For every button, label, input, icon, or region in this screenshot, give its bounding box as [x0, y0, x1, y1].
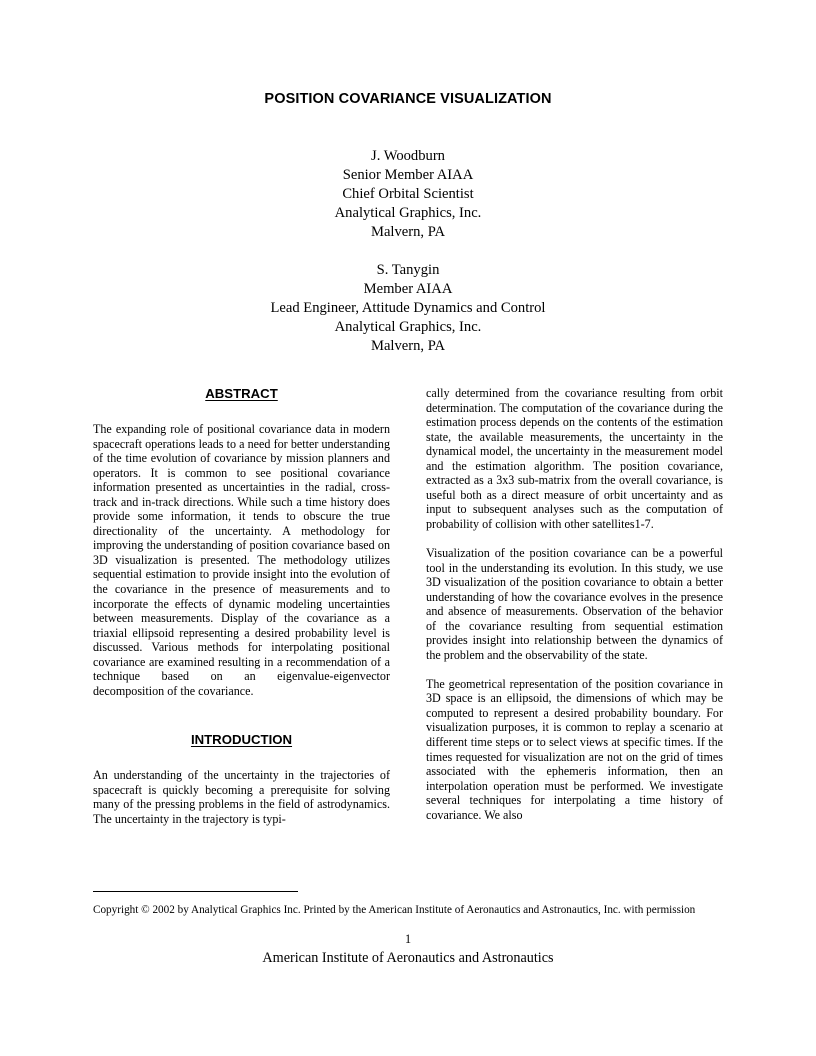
spacer: [93, 698, 390, 732]
author-role: Lead Engineer, Attitude Dynamics and Control: [270, 300, 546, 317]
introduction-paragraph-3: The geometrical representation of the position covariance in 3D space is an ellipsoid, the dimensions of which may be computed to represent a desired probability boundary. For visualization purposes, it is common to replay a scenario at different time steps or to select views at specific times. If the times requested for visualization are not on the grid of times associated with the ephemeris information, then an interpolation operation must be performed. We investigate several techniques for interpolating a time history of covariance. We also: [426, 676, 723, 822]
column-left: [93, 386, 390, 827]
author-name: J. Woodburn: [371, 148, 445, 164]
author-membership: Member AIAA: [363, 281, 453, 298]
author-block-tanygin: [0, 261, 816, 356]
spacer: [93, 747, 390, 768]
author-block-woodburn: [0, 147, 816, 242]
introduction-paragraph-1-right: [426, 386, 723, 531]
author-name: S. Tanygin: [376, 262, 440, 278]
citation-reference: 1-7: [634, 516, 651, 531]
author-location: Malvern, PA: [370, 338, 446, 355]
introduction-paragraph-2: Visualization of the position covariance can be a powerful tool in the understanding its evolution. In this study, we use 3D visualization of the position covariance to obtain a better understanding of how the covariance evolves in the presence and absence of measurements. Observation of the behavior of the covariance resulting from sequential estimation provides insight into relationship between the dynamics of the problem and the observability of the state.: [426, 545, 723, 662]
spacer: [93, 401, 390, 422]
page-title: POSITION COVARIANCE VISUALIZATION: [264, 91, 552, 107]
introduction-paragraph-1-right-tail: .: [650, 516, 654, 531]
author-location: Malvern, PA: [370, 224, 446, 241]
footer-organization: American Institute of Aeronautics and Astronautics: [262, 950, 554, 966]
introduction-paragraph-1-left: An understanding of the uncertainty in the trajectories of spacecraft is quickly becoming a prerequisite for solving many of the pressing problems in the field of astrodynamics. The uncertainty in the trajectory is typi-: [93, 768, 390, 827]
copyright-footnote: Copyright © 2002 by Analytical Graphics Inc. Printed by the American Institute of Aeronautics and Astronautics, Inc. with permission: [93, 904, 696, 916]
page-number: 1: [404, 932, 412, 946]
abstract-heading: ABSTRACT: [205, 386, 278, 401]
introduction-paragraph-1-right-text: cally determined from the covariance resulting from orbit determination. The computation of the covariance during the estimation process depends on the contents of the estimation state, the available measurements, the uncertainty in the dynamical model, the uncertainty in the measurement model and the estimation algorithm. The position covariance, extracted as a 3x3 sub-matrix from the overall covariance, is useful both as a direct measure of orbit uncertainty and as input to subsequent analyses such as the computation of probability of collision with other satellites: [426, 386, 723, 531]
introduction-heading: INTRODUCTION: [190, 732, 293, 748]
body-columns: [93, 386, 723, 884]
footnote-separator-rule: [93, 891, 298, 892]
author-affiliation: Analytical Graphics, Inc.: [334, 319, 482, 336]
author-role: Chief Orbital Scientist: [342, 186, 474, 203]
author-membership: Senior Member AIAA: [342, 167, 474, 184]
column-right: [426, 386, 723, 822]
author-affiliation: Analytical Graphics, Inc.: [334, 205, 482, 222]
abstract-paragraph: The expanding role of positional covariance data in modern spacecraft operations leads to a need for better understanding of the time evolution of covariance by mission planners and operators. It is common to see positional covariance information presented as uncertainties in the radial, cross-track and in-track directions. While such a time history does provide some information, it tends to obscure the true directionality of the uncertainty. A methodology for improving the understanding of position covariance based on 3D visualization is presented. The methodology utilizes sequential estimation to provide insight into the evolution of the covariance in the presence of measurements and to incorporate the effects of dynamic modeling uncertainties between measurements. Display of the covariance as a triaxial ellipsoid representing a desired probability level is discussed. Various methods for interpolating positional covariance are examined resulting in a recommendation of a technique based on an eigenvalue-eigenvector decomposition of the covariance.: [93, 422, 390, 698]
